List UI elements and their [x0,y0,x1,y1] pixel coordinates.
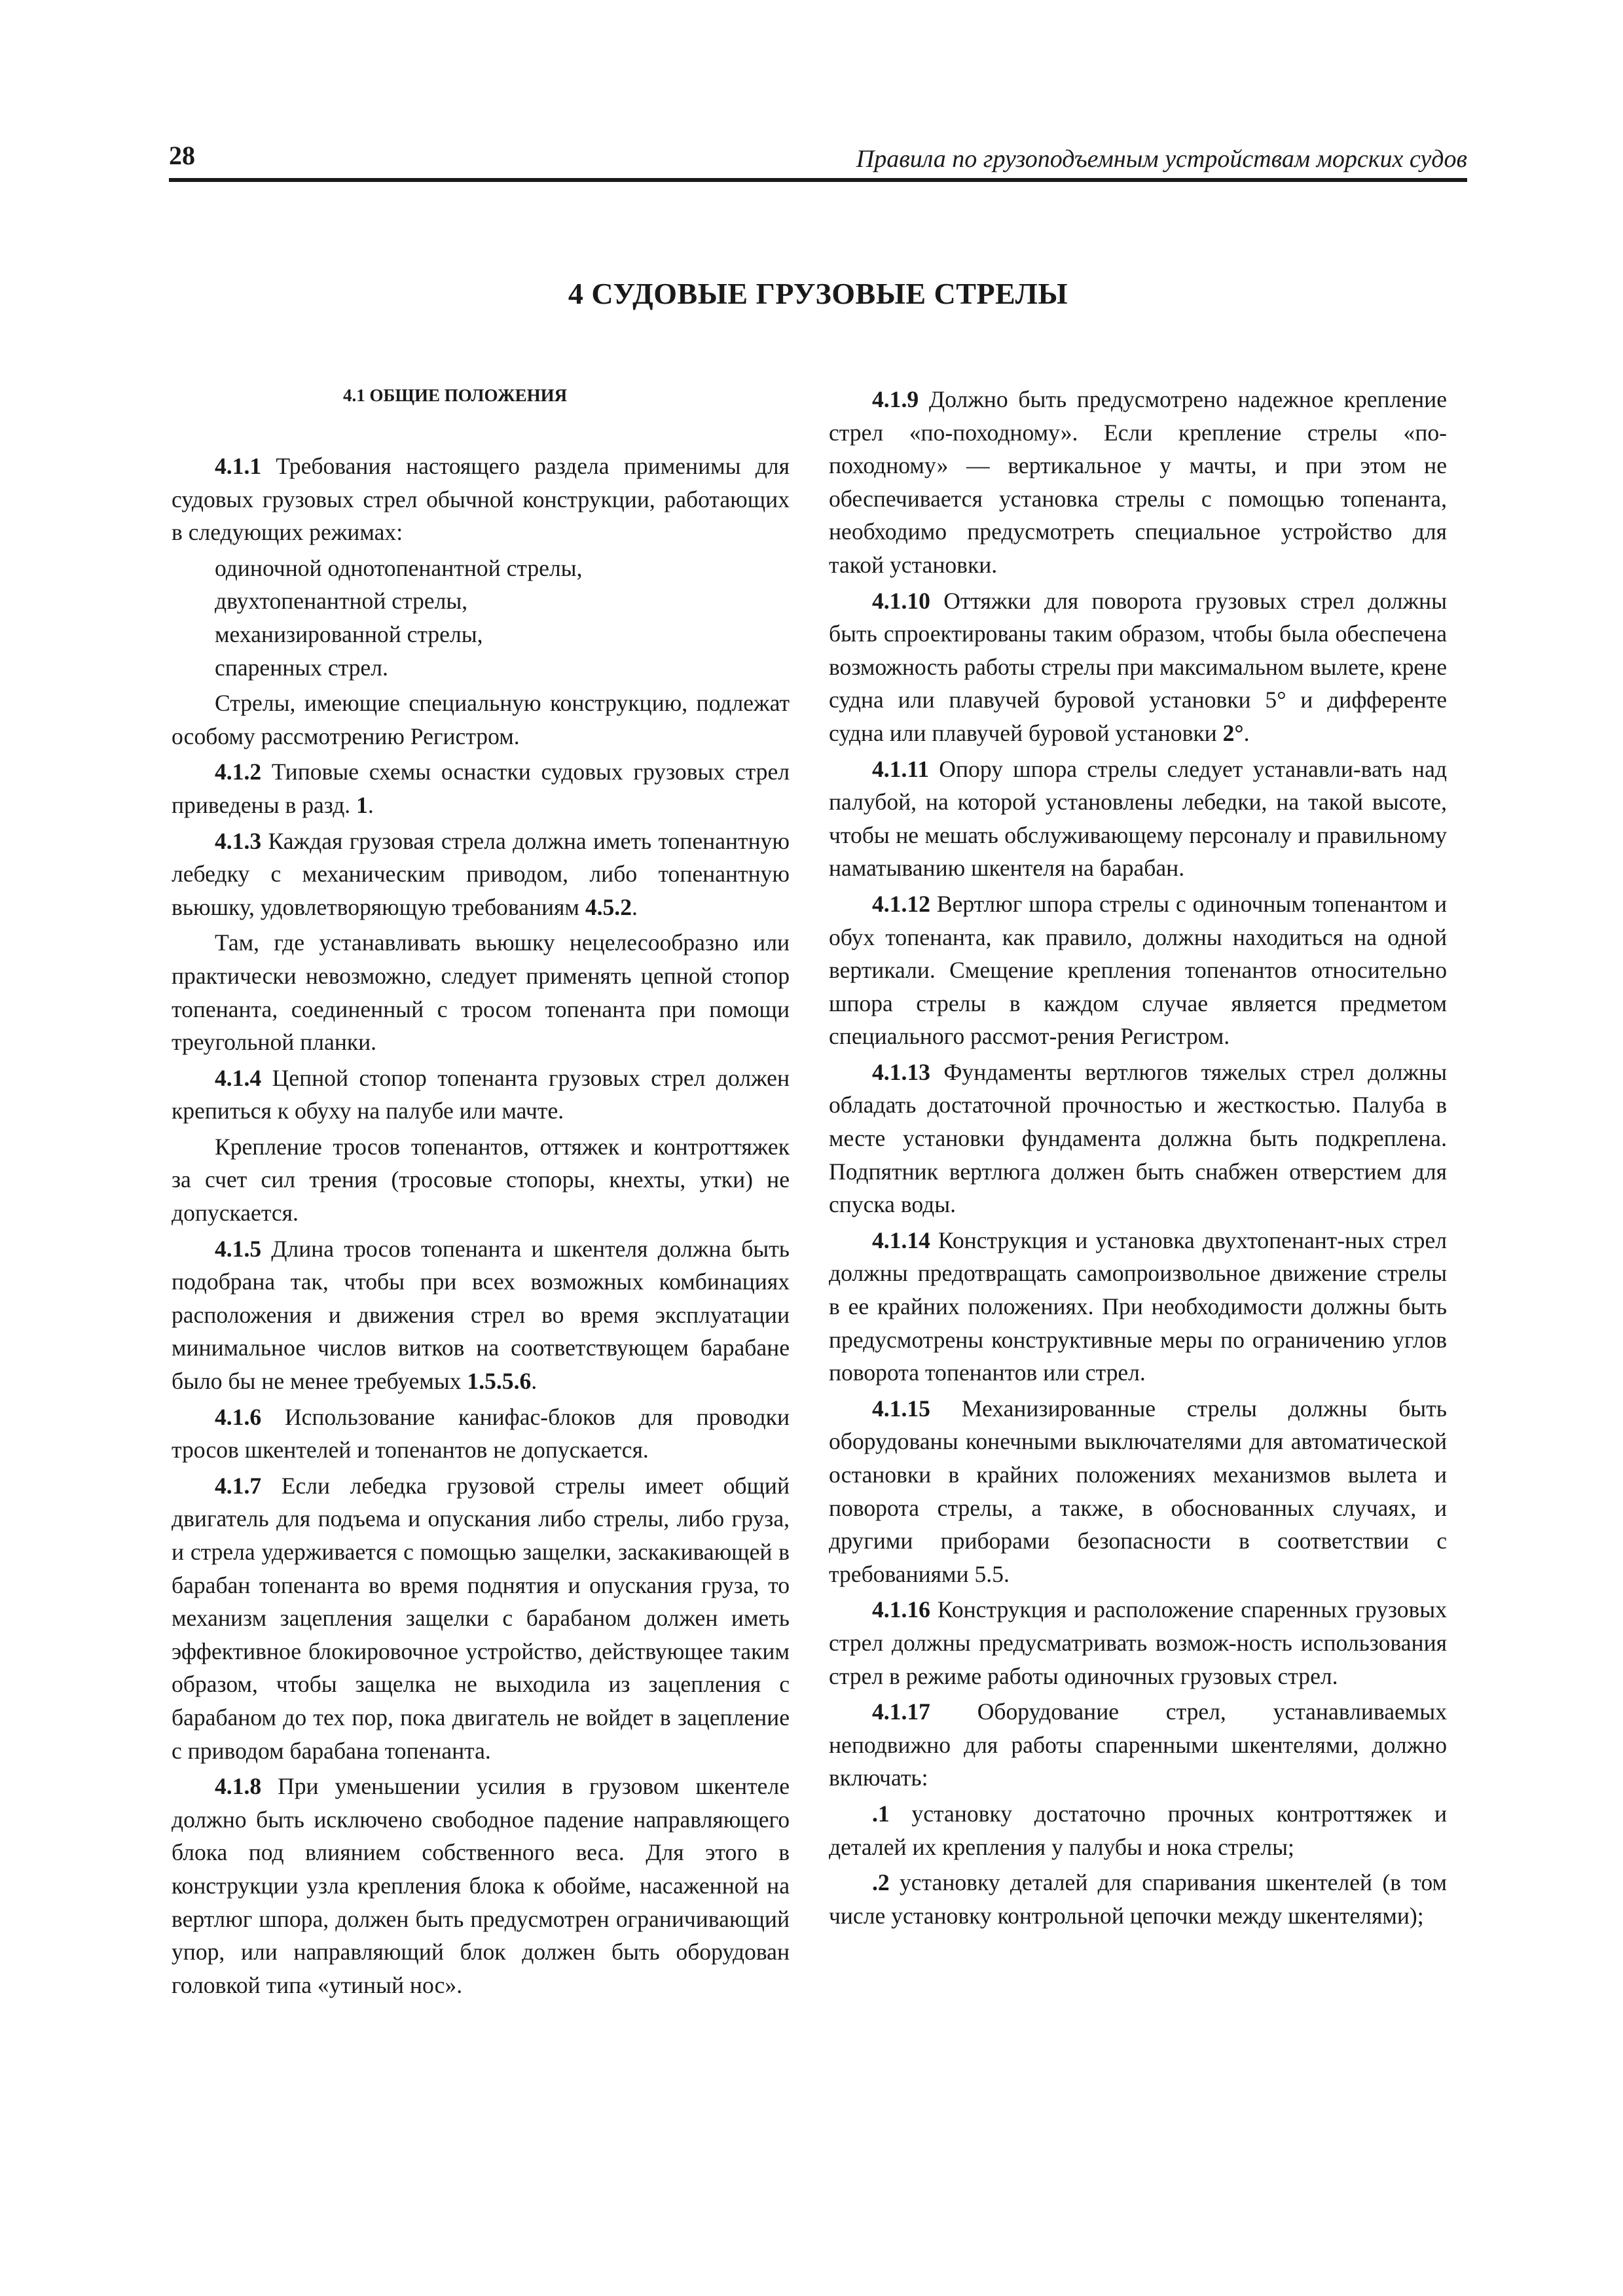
clause-number: 4.1.8 [215,1773,262,1800]
cross-reference: 2° [1222,719,1244,746]
paragraph-4-1-6 [172,1401,790,1467]
paragraph-4-1-1 [172,450,790,549]
cross-reference: 1 [356,791,368,818]
cross-reference: 4.5.2 [585,893,632,920]
paragraph-4-1-4 [172,1062,790,1128]
clause-text: Длина тросов топенанта и шкентеля должна быть подобрана так, чтобы при всех возможных комбинациях расположения и движения стрел во время эксплуатации минимальное числов витков на соответствующем барабане было бы не менее требуемых [172,1235,790,1395]
clause-number: 4.1.9 [872,386,919,412]
mode-list-item: спаренных стрел. [215,654,388,681]
section-heading: 4.1 ОБЩИЕ ПОЛОЖЕНИЯ [343,386,568,405]
clause-text: Цепной стопор топенанта грузовых стрел должен крепиться к обуху на палубе или мачте. [172,1064,790,1124]
clause-text: Опору шпора стрелы следует устанавли-вать над палубой, на которой установлены лебедки, на такой высоте, чтобы не мешать обслуживающему персоналу и правильному наматыванию шкентеля на барабан. [829,755,1447,882]
clause-tail: . [367,791,374,818]
clause-text: Использование канифас-блоков для проводки тросов шкентелей и топенантов не допускается. [172,1403,790,1463]
clause-tail: . [631,893,638,920]
clause-number: 4.1.16 [872,1596,930,1623]
clause-number: 4.1.15 [872,1395,930,1422]
chapter-title: 4 СУДОВЫЕ ГРУЗОВЫЕ СТРЕЛЫ [568,276,1068,310]
paragraph-4-1-5 [172,1232,790,1398]
mode-list-item: двухтопенантной стрелы, [215,588,468,615]
clause-number: 4.1.5 [215,1235,262,1262]
right-column [829,383,1447,1935]
header-rule [169,178,1467,182]
page-number: 28 [169,141,195,170]
mode-list-item: механизированной стрелы, [215,620,483,647]
paragraph-4-1-14 [829,1224,1447,1390]
clause-number: 4.1.13 [872,1058,930,1085]
item-text: установку достаточно прочных контроттяжек и деталей их крепления у палубы и нока стрелы; [829,1800,1447,1860]
paragraph-special-design: Стрелы, имеющие специальную конструкцию, подлежат особому рассмотрению Регистром. [172,690,790,749]
paragraph-friction-fastening: Крепление тросов топенантов, оттяжек и контроттяжек за счет сил трения (тросовые стопоры, кнехты, утки) не допускается. [172,1133,790,1227]
paragraph-4-1-3 [172,825,790,924]
item-text: установку деталей для спаривания шкентелей (в том числе установку контрольной цепочки между шкентелями); [829,1869,1447,1929]
clause-number: 4.1.4 [215,1064,262,1091]
clause-number: 4.1.7 [215,1472,262,1499]
clause-number: 4.1.3 [215,827,262,854]
paragraph-4-1-12 [829,888,1447,1053]
clause-tail: . [531,1368,538,1395]
clause-text: Каждая грузовая стрела должна иметь топенантную лебедку с механическим приводом, либо топенантную вьюшку, удовлетворяющую требованиям [172,827,790,920]
paragraph-4-1-7 [172,1469,790,1767]
clause-number: 4.1.1 [215,453,262,479]
clause-text: Фундаменты вертлюгов тяжелых стрел должны обладать достаточной прочностью и жесткостью. Палуба в месте установки фундамента должна быть подкреплена. Подпятник вертлюга должен быть снабжен отверстием для спуска воды. [829,1058,1447,1218]
clause-text: Типовые схемы оснастки судовых грузовых стрел приведены в разд. [172,759,790,818]
clause-text: Вертлюг шпора стрелы с одиночным топенантом и обух топенанта, как правило, должны находиться на одной вертикали. Смещение крепления топенантов относительно шпора стрелы в каждом случае является предметом специального рассмот-рения Регистром. [829,890,1447,1050]
clause-text: Конструкция и расположение спаренных грузовых стрел должны предусматривать возмож-ность использования стрел в режиме работы одиночных грузовых стрел. [829,1596,1447,1689]
clause-text: Оборудование стрел, устанавливаемых неподвижно для работы спаренными шкентелями, должно включать: [829,1698,1447,1791]
left-column [172,383,790,2004]
list-item-2 [829,1866,1447,1932]
clause-text: Должно быть предусмотрено надежное крепление стрел «по-походному». Если крепление стрелы «по-походному» — вертикальное у мачты, и при этом не обеспечивается установка стрелы с помощью топенанта, необходимо предусмотреть специальное устройство для такой установки. [829,386,1447,578]
clause-number: 4.1.12 [872,890,930,917]
paragraph-4-1-10 [829,584,1447,750]
clause-text: Механизированные стрелы должны быть оборудованы конечными выключателями для автоматической остановки в крайних положениях механизмов вылета и поворота стрелы, а также, в обоснованных случаях, и другими приборами безопасности в соответствии с требованиями 5.5. [829,1395,1447,1587]
item-number: .1 [872,1800,890,1827]
paragraph-4-1-9 [829,383,1447,582]
clause-tail: . [1243,719,1250,746]
mode-list-item: одиночной однотопенантной стрелы, [215,554,583,581]
clause-number: 4.1.14 [872,1227,930,1253]
paragraph-4-1-2 [172,755,790,821]
item-number: .2 [872,1869,890,1896]
paragraph-4-1-16 [829,1593,1447,1693]
running-title: Правила по грузоподъемным устройствам морских судов [856,145,1467,173]
clause-text: Оттяжки для поворота грузовых стрел должны быть спроектированы таким образом, чтобы была обеспечена возможность работы стрелы при максимальном вылете, крене судна или плавучей буровой установки 5° и дифференте судна или плавучей буровой установки [829,587,1447,746]
clause-number: 4.1.11 [872,755,929,782]
clause-text: При уменьшении усилия в грузовом шкентеле должно быть исключено свободное падение направляющего блока под влиянием собственного веса. Для этого в конструкции узла крепления блока к обойме, насаженной на вертлюг шпора, должен быть предусмотрен ограничивающий упор, или направляющий блок должен быть оборудован головкой типа «утиный нос». [172,1773,790,1998]
paragraph-4-1-8 [172,1770,790,2001]
paragraph-4-1-13 [829,1056,1447,1221]
clause-text: Требования настоящего раздела применимы для судовых грузовых стрел обычной конструкции, работающих в следующих режимах: [172,453,790,546]
clause-number: 4.1.10 [872,587,930,614]
paragraph-4-1-15 [829,1392,1447,1591]
clause-number: 4.1.2 [215,759,262,785]
paragraph-4-1-11 [829,753,1447,885]
clause-text: Если лебедка грузовой стрелы имеет общий двигатель для подъема и опускания либо стрелы, либо груза, и стрела удерживается с помощью защелки, заскакивающей в барабан топенанта во время поднятия и опускания груза, то механизм зацепления защелки с барабаном должен иметь эффективное блокировочное устройство, действующее таким образом, чтобы защелка не выходила из зацепления с барабаном до тех пор, пока двигатель не войдет в зацепление с приводом барабана топенанта. [172,1472,790,1764]
clause-number: 4.1.6 [215,1403,262,1430]
paragraph-4-1-17 [829,1695,1447,1795]
list-item-1 [829,1797,1447,1863]
cross-reference: 1.5.5.6 [467,1368,532,1395]
clause-number: 4.1.17 [872,1698,930,1725]
clause-text: Конструкция и установка двухтопенант-ных стрел должны предотвращать самопроизвольное движение стрелы в ее крайних положениях. При необходимости должны быть предусмотрены конструктивные меры по ограничению углов поворота топенантов или стрел. [829,1227,1447,1386]
paragraph-chain-stopper: Там, где устанавливать вьюшку нецелесообразно или практически невозможно, следует применять цепной стопор топенанта, соединенный с тросом топенанта при помощи треугольной планки. [172,929,790,1056]
